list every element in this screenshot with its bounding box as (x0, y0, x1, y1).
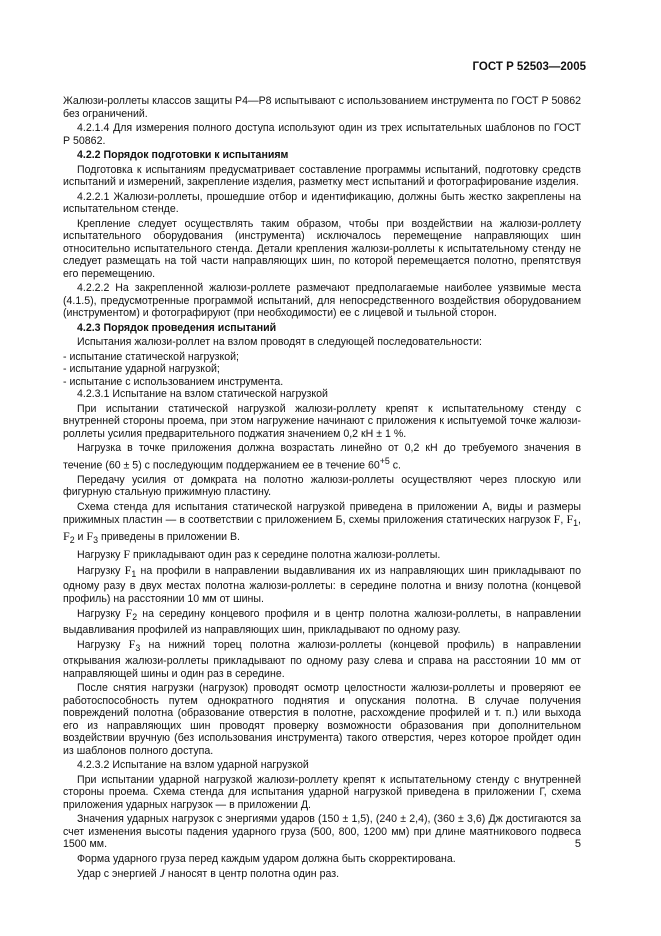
paragraph: После снятия нагрузки (нагрузок) проводят осмотр целостности жалюзи-роллеты и проверяют ее работоспособность путем однократного поднятия и опускания полотна. В случае получения повреждений полотна (образование отверстия в полотне, расхождение профилей и т. п.) или выхода его из направляющих шин проводят проверку возможности образования при дополнительном воздействии вручную (без использования инструмента) такого отверстия, через которое пройдет один из шаблонов полного доступа. (63, 682, 581, 757)
paragraph: При испытании статической нагрузкой жалюзи-роллету крепят к испытательному стенду с внутренней стороны проема, при этом нагружение начинают с приложения к испытуемой точке жалюзи-роллеты усилия предварительного поджатия значением 0,2 кН ± 1 %. (63, 402, 581, 440)
paragraph: 4.2.2.2 На закрепленной жалюзи-роллете размечают предполагаемые наиболее уязвимые места (4.1.5), предусмотренные программой испытаний, для непосредственного воздействия оборудованием (инструментом) и фотографируют (при необходимости) ее с лицевой и тыльной сторон. (63, 282, 581, 319)
page-header: ГОСТ Р 52503—2005 (472, 61, 586, 73)
subsection-heading: 4.2.3.1 Испытание на взлом статической нагрузкой (77, 388, 328, 400)
list-item: - испытание ударной нагрузкой; (63, 363, 220, 375)
paragraph: Нагрузку $F_3$ на нижний торец полотна жалюзи-роллеты (концевой профиль) в направлении открывания жалюзи-роллеты прикладывают по одному разу слева и справа на расстоянии 10 мм от направляющей шины и один раз в середине. (63, 637, 581, 680)
list-item: - испытание с использованием инструмента. (63, 375, 284, 388)
paragraph: Значения ударных нагрузок с энергиями ударов (150 ± 1,5), (240 ± 2,4), (360 ± 3,6) Дж достигаются за счет изменения высоты падения ударного груза (500, 800, 1200 мм) при длине маятникового подвеса 1500 мм. (63, 813, 581, 851)
paragraph: Крепление следует осуществлять таким образом, чтобы при воздействии на жалюзи-роллету испытательного оборудования (инструмента) исключалось перемещение направляющих шин относительно испытательного стенда. Детали крепления жалюзи-роллеты к испытательному стенду не следует размещать на той части направляющих шин, по которой перемещается полотно, препятствуя его перемещению. (63, 217, 581, 280)
paragraph: Нагрузку $F_2$ на середину концевого профиля и в центр полотна жалюзи-роллеты, в направлении выдавливания профилей из направляющих шин, прикладывают по одному разу. (63, 606, 581, 636)
paragraph: 4.2.1.4 Для измерения полного доступа используют один из трех испытательных шаблонов по ГОСТ Р 50862. (63, 122, 581, 147)
paragraph: Удар с энергией J наносят в центр полотна один раз. (77, 866, 340, 881)
paragraph: Испытания жалюзи-роллет на взлом проводят в следующей последовательности: (77, 336, 482, 348)
list-item: - испытание статической нагрузкой; (63, 350, 239, 363)
paragraph: Передачу усилия от домкрата на полотно жалюзи-роллеты осуществляют через плоскую или фигурную стальную прижимную пластину. (63, 473, 581, 499)
paragraph: При испытании ударной нагрузкой жалюзи-роллету крепят к испытательному стенду с внутренней стороны проема. Схема стенда для испытания ударной нагрузкой приведена в приложении Г, схема приложения ударных нагрузок — в приложении Д. (63, 773, 581, 811)
subsection-heading: 4.2.3.2 Испытание на взлом ударной нагрузкой (77, 759, 309, 772)
paragraph: Нагрузку $F_1$ на профили в направлении выдавливания их из направляющих шин прикладывают по одному разу в двух местах полотна жалюзи-роллеты: в середине полотна и внизу полотна (концевой профиль) на расстоянии 10 мм от шины. (63, 562, 581, 605)
section-heading: 4.2.3 Порядок проведения испытаний (77, 321, 277, 334)
section-heading: 4.2.2 Порядок подготовки к испытаниям (77, 149, 289, 161)
paragraph: Форма ударного груза перед каждым ударом должна быть скорректирована. (77, 852, 456, 865)
paragraph: Подготовка к испытаниям предусматривает составление программы испытаний, подготовку средств испытаний и измерений, закрепление изделия, разметку мест испытаний и фотографирование изделия. (63, 163, 581, 188)
paragraph: Нагрузка в точке приложения должна возрастать линейно от 0,2 кН до требуемого значения в течение (60 ± 5) с последующим поддержанием ее в течение $60^{+5}$ с. (63, 442, 581, 472)
paragraph: Схема стенда для испытания статической нагрузкой приведена в приложении А, виды и размеры прижимных пластин — в соответствии с приложением Б, схемы приложения статических нагрузок F, $F_1$, $F_2$ и $F_3$ приведены в приложении В. (63, 500, 581, 545)
paragraph: 4.2.2.1 Жалюзи-роллеты, прошедшие отбор и идентификацию, должны быть жестко закреплены на испытательном стенде. (63, 190, 581, 215)
page-number: 5 (574, 838, 581, 850)
paragraph: Жалюзи-роллеты классов защиты Р4—Р8 испытывают с использованием инструмента по ГОСТ Р 50862 без ограничений. (63, 95, 581, 120)
paragraph: Нагрузку F прикладывают один раз к середине полотна жалюзи-роллеты. (77, 547, 441, 562)
document-body (63, 95, 581, 883)
